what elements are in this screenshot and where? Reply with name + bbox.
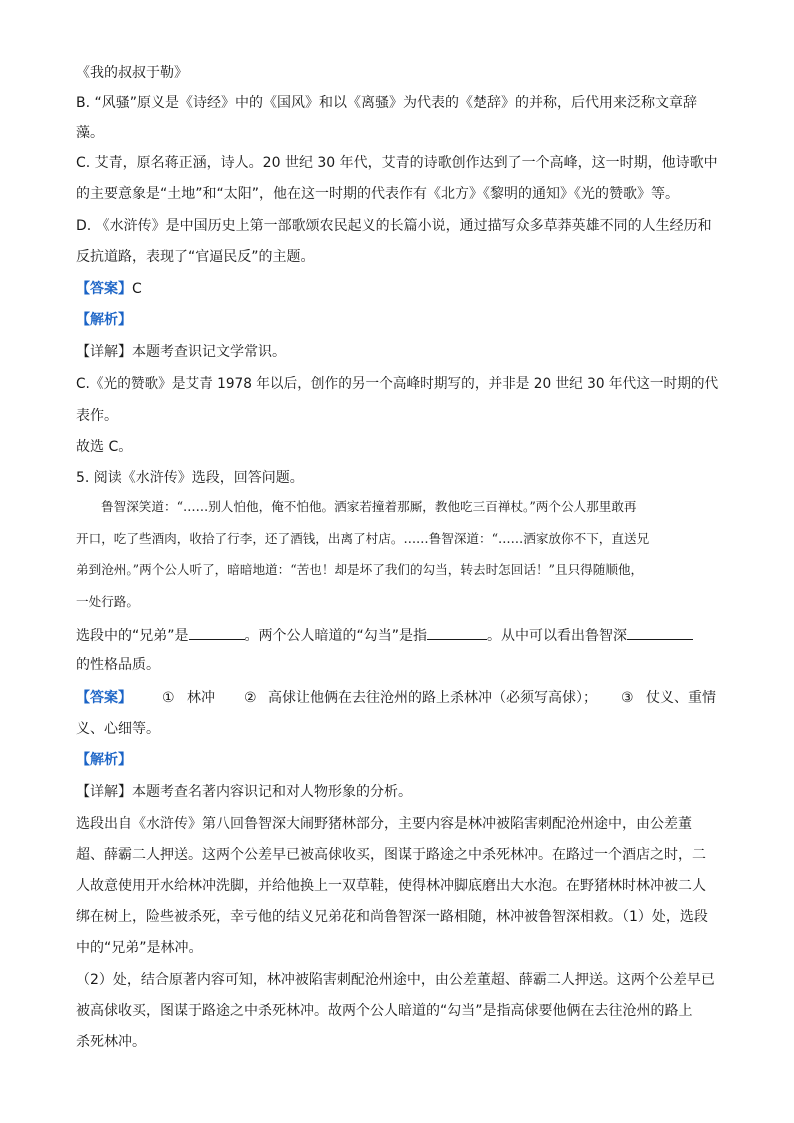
analysis-tag: 【解析】 [76, 752, 132, 768]
excerpt-line: 弟到沧州。”两个公人听了，暗暗地道：“苦也！却是坏了我们的勾当，转去时怎回话！”且只得随顺他， [76, 562, 644, 577]
q4-answer [76, 279, 142, 299]
q4-explanation: C.《光的赞歌》是艾青 1978 年以后，创作的另一个高峰时期写的，并非是 20 世纪 30 年代这一时期的代 [76, 376, 719, 392]
option-c: C. 艾青，原名蒋正涵，诗人。20 世纪 30 年代，艾青的诗歌创作达到了一个高峰，这一时期，他诗歌中 [76, 155, 718, 171]
answer-2-num: ② [244, 690, 257, 706]
analysis-line: 人故意使用开水给林冲洗脚，并给他换上一双草鞋，使得林冲脚底磨出大水泡。在野猪林时林冲被二人 [76, 878, 706, 894]
answer-value: C [132, 281, 142, 297]
answer-3-num: ③ [621, 690, 634, 706]
analysis-tag: 【解析】 [76, 312, 132, 328]
option-a-tail: 《我的叔叔于勒》 [76, 65, 188, 81]
detail-text: 本题考查名著内容识记和对人物形象的分析。 [132, 784, 412, 800]
answer-1: 林冲 [187, 690, 215, 706]
excerpt-line: 开口，吃了些酒肉，收拾了行李，还了酒钱，出离了村店。……鲁智深道：“……洒家放你不下，直送兄 [76, 531, 650, 546]
option-c-cont: 的主要意象是“土地”和“太阳”，他在这一时期的代表作有《北方》《黎明的通知》《光的赞歌》等。 [76, 186, 680, 202]
q5-answer [76, 688, 132, 708]
q5-stem: 5. 阅读《水浒传》选段，回答问题。 [76, 470, 304, 486]
analysis-line: 被高俅收买，图谋于路途之中杀死林冲。故两个公人暗道的“勾当”是指高俅要他俩在去往沧州的路上 [76, 1003, 693, 1019]
q4-explanation-cont: 表作。 [76, 408, 118, 424]
detail-tag: 【详解】 [76, 344, 132, 360]
option-d: D. 《水浒传》是中国历史上第一部歌颂农民起义的长篇小说，通过描写众多草莽英雄不同的人生经历和 [76, 218, 712, 234]
q5-detail [76, 782, 412, 802]
answer-blank-3[interactable] [627, 624, 693, 640]
excerpt-line: 鲁智深笑道：“……别人怕他，俺不怕他。洒家若撞着那厮，教他吃三百禅杖。”两个公人那里敢再 [101, 499, 637, 514]
q4-conclusion: 故选 C。 [76, 439, 133, 455]
analysis-line: （2）处，结合原著内容可知，林冲被陷害刺配沧州途中，由公差董超、薛霸二人押送。这两个公差早已 [76, 972, 715, 988]
answer-blank-2[interactable] [427, 624, 487, 640]
answer-1-num: ① [162, 690, 175, 706]
question-text: 。从中可以看出鲁智深 [487, 628, 628, 644]
option-b: B. “风骚”原义是《诗经》中的《国风》和以《离骚》为代表的《楚辞》的并称，后代用来泛称文章辞 [76, 95, 698, 111]
analysis-line: 绑在树上，险些被杀死，幸亏他的结义兄弟花和尚鲁智深一路相随，林冲被鲁智深相救。（1）处，选段 [76, 909, 708, 925]
answer-2: 高俅让他俩在去往沧州的路上杀林冲（必须写高俅）； [268, 690, 597, 706]
q5-question [76, 624, 693, 646]
question-text: 选段中的“兄弟”是 [76, 628, 189, 644]
q5-analysis-heading [76, 750, 132, 770]
q5-question-cont: 的性格品质。 [76, 657, 160, 673]
analysis-line: 中的“兄弟”是林冲。 [76, 940, 203, 956]
detail-text: 本题考查识记文学常识。 [132, 344, 286, 360]
answer-blank-1[interactable] [189, 624, 245, 640]
option-b-cont: 藻。 [76, 125, 104, 141]
answer-tag: 【答案】 [76, 690, 132, 706]
answer-3-cont: 义、心细等。 [76, 721, 160, 737]
analysis-line: 超、薛霸二人押送。这两个公差早已被高俅收买，图谋于路途之中杀死林冲。在路过一个酒店之时，二 [76, 847, 706, 863]
q4-detail [76, 342, 286, 362]
q4-analysis-heading [76, 310, 132, 330]
answer-tag: 【答案】 [76, 281, 132, 297]
analysis-line: 选段出自《水浒传》第八回鲁智深大闹野猪林部分，主要内容是林冲被陷害刺配沧州途中，由公差董 [76, 816, 692, 832]
question-text: 。两个公人暗道的“勾当”是指 [244, 628, 428, 644]
detail-tag: 【详解】 [76, 784, 132, 800]
analysis-line: 杀死林冲。 [76, 1034, 146, 1050]
answer-3: 仗义、重情 [646, 690, 716, 706]
excerpt-line: 一处行路。 [76, 594, 139, 609]
option-d-cont: 反抗道路，表现了“官逼民反”的主题。 [76, 249, 315, 265]
